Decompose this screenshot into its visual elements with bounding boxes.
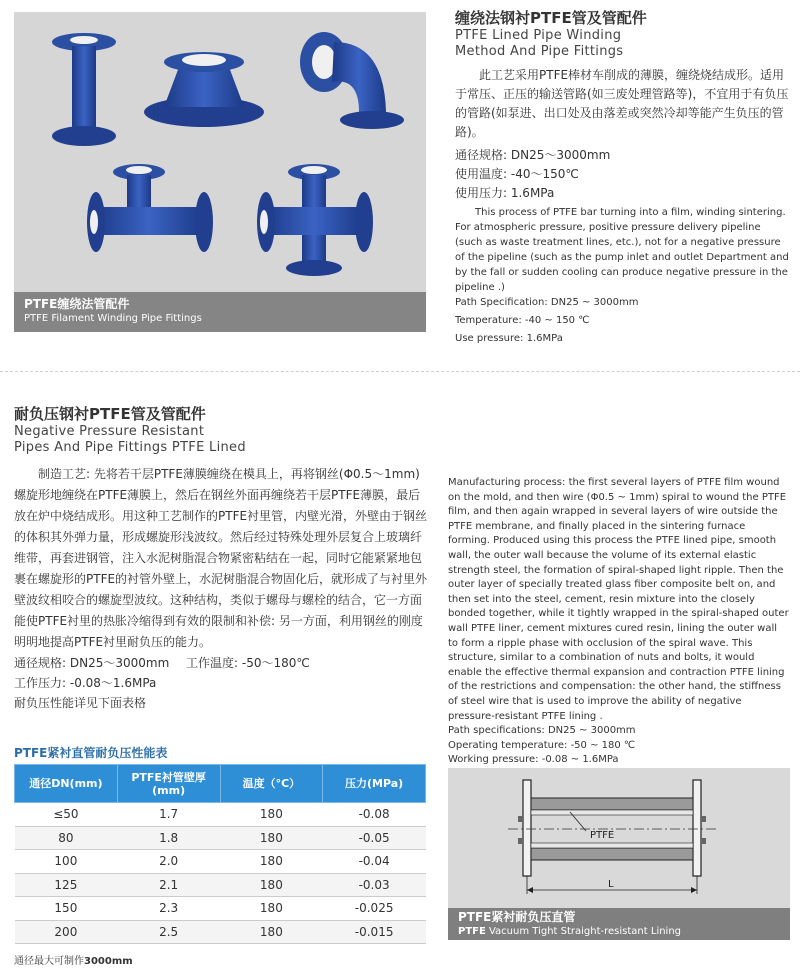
description-cn: 制造工艺: 先将若干层PTFE薄膜缠绕在模具上，再将钢丝(Φ0.5～1mm)螺旋形地缠绕在PTFE薄膜上，然后在钢丝外面再缠绕若干层PTFE薄膜，最后放在炉中烧结成形。用这种工艺制作的PTFE衬里管，内壁光滑，外壁由于钢丝的体积其外弹力量，形成螺旋形浅波纹。然后经过特殊处理外层复合上玻璃纤维带，再套进钢管，注入水泥树脂混合物紧密粘结在一起，同时它能紧紧地包裹在螺旋形的PTFE的衬管外壁上，水泥树脂混合物固化后，就形成了与衬里外壁波纹相咬合的螺旋型波纹。这种结构，类似于螺母与螺栓的结合，它一方面能使PTFE衬里的热胀冷缩得到有效的限制和补偿: 另一方面，利用钢丝的刚度明明地提高PTFE衬里耐负压的能力。 <box>14 467 428 649</box>
cell: 2.3 <box>117 897 220 921</box>
temperature-cn: 使用温度: -40～150℃ <box>455 167 579 181</box>
cell: -0.08 <box>323 803 426 827</box>
diagram-caption <box>448 908 790 940</box>
header-temperature: 温度（°C） <box>220 765 323 803</box>
header-thickness: PTFE衬管壁厚 (mm) <box>117 765 220 803</box>
section-title-en-line2: Pipes And Pipe Fittings PTFE Lined <box>14 440 246 455</box>
spec-cn: 通径规格: DN25～3000mm <box>14 656 170 670</box>
table-note-value: 3000mm <box>84 956 133 967</box>
section-title-cn: 耐负压钢衬PTFE管及管配件 <box>14 405 206 423</box>
spool-pipe-icon <box>52 33 116 146</box>
product-photo-panel <box>14 12 426 332</box>
negative-pressure-english <box>448 476 790 782</box>
cell: -0.015 <box>323 920 426 944</box>
diagram-caption-en-rest: Vacuum Tight Straight-resistant Lining <box>485 926 682 937</box>
table-row <box>15 897 426 921</box>
section-title-en-line1: Negative Pressure Resistant <box>14 424 205 439</box>
section-divider <box>0 371 800 372</box>
photo-caption-en: PTFE Filament Winding Pipe Fittings <box>24 313 202 324</box>
table-note-prefix: 通径最大可制作 <box>14 956 84 967</box>
cell: 180 <box>220 803 323 827</box>
cell: -0.05 <box>323 826 426 850</box>
table-row <box>15 803 426 827</box>
negative-pressure-section <box>14 404 429 713</box>
lined-pipe-diagram <box>448 768 790 908</box>
winding-method-section <box>455 8 790 346</box>
fittings-illustration <box>14 12 426 292</box>
cell: 180 <box>220 873 323 897</box>
description-cn: 此工艺采用PTFE棒材车削成的薄膜，缠绕烧结成形。适用于常压、正压的输送管路(如三废处理管路等)，不宜用于有负压的管路(如泵进、出口处及由落差或突然冷却等能产生负压的管路)。 <box>455 68 789 139</box>
cell: 2.0 <box>117 850 220 874</box>
cell: 200 <box>15 920 118 944</box>
table-note <box>14 952 133 967</box>
cell: 150 <box>15 897 118 921</box>
section-title-en-line1: PTFE Lined Pipe Winding <box>455 28 622 43</box>
cell: -0.03 <box>323 873 426 897</box>
table-row <box>15 873 426 897</box>
table-row <box>15 826 426 850</box>
cell: 100 <box>15 850 118 874</box>
cross-fitting-icon <box>257 164 373 276</box>
cell: 125 <box>15 873 118 897</box>
cell: 180 <box>220 897 323 921</box>
table-header-row <box>15 765 426 803</box>
cell: 180 <box>220 850 323 874</box>
length-label: L <box>608 879 614 890</box>
cell: 2.5 <box>117 920 220 944</box>
cell: 80 <box>15 826 118 850</box>
diagram-caption-en <box>458 925 780 938</box>
cell: 1.8 <box>117 826 220 850</box>
photo-caption <box>14 292 426 332</box>
photo-caption-cn: PTFE缠绕法管配件 <box>24 297 130 311</box>
section-title-cn: 缠绕法钢衬PTFE管及管配件 <box>455 9 647 27</box>
spec-temp-row <box>14 653 429 673</box>
description-en: Manufacturing process: the first several layers of PTFE film wound on the mold, and then wire (Φ0.5 ~ 1mm) spiral to wound the PTFE film, and then again wrapped in several layers of wire outside the PTFE membrane, and finally placed in the sintering furnace forming. Produced using this process the PTFE lined pipe, smooth wall, the outer wall because the volume of its external elastic strength steel, the formation of spiral-shaped light ripple. Then the outer layer of specially treated glass fiber composite belt on, and then set into the steel, cement, resin mixture into the closely bonded together, while it tightly wrapped in the spiral-shaped outer wall PTFE liner, cement mixtures cured resin, lining the outer wall to form a ripple phase with occlusion of the spiral wave. This structure, similar to a combination of nuts and bolts, it would enable the effective thermal expansion and contraction PTFE lining of the restrictions and compensation: the other hand, the stiffness of steel wire that is used to improve the ability of negative pressure-resistant PTFE lining . <box>448 477 789 722</box>
header-pressure: 压力(MPa) <box>323 765 426 803</box>
diagram-caption-en-bold: PTFE <box>458 926 486 937</box>
pressure-en: Working pressure: -0.08 ~ 1.6MPa <box>448 754 619 766</box>
table-row <box>15 920 426 944</box>
spec-en: Path Specification: DN25 ~ 3000mm <box>455 297 639 308</box>
cell: 180 <box>220 826 323 850</box>
cell: 180 <box>220 920 323 944</box>
pressure-cn: 工作压力: -0.08～1.6MPa <box>14 676 157 690</box>
cell: 1.7 <box>117 803 220 827</box>
table-row <box>15 850 426 874</box>
spec-cn: 通径规格: DN25～3000mm <box>455 148 611 162</box>
temperature-en: Operating temperature: -50 ~ 180 ℃ <box>448 739 636 751</box>
description-en: This process of PTFE bar turning into a film, winding sintering. For atmospheric pressure, positive pressure delivery pipeline (such as waste treatment lines, etc.), not for a negative pressure of the pipeline (such as the pump inlet and outlet Department and by the fall or sudden cooling can produce negative pressure in the pipeline .) <box>455 207 789 293</box>
pressure-cn: 使用压力: 1.6MPa <box>455 186 555 200</box>
spec-en: Path specifications: DN25 ~ 3000mm <box>448 725 636 737</box>
cell: ≤50 <box>15 803 118 827</box>
cell: -0.04 <box>323 850 426 874</box>
table-title: PTFE紧衬直管耐负压性能表 <box>14 746 168 760</box>
reducer-fitting-icon <box>144 52 264 127</box>
lined-pipe-diagram-panel <box>448 768 790 940</box>
cell: 2.1 <box>117 873 220 897</box>
temperature-cn: 工作温度: -50～180℃ <box>186 656 310 670</box>
cell: -0.025 <box>323 897 426 921</box>
pressure-table <box>14 764 426 944</box>
tee-fitting-icon <box>87 164 213 252</box>
pressure-en: Use pressure: 1.6MPa <box>455 333 563 344</box>
temperature-en: Temperature: -40 ~ 150 ℃ <box>455 315 590 326</box>
header-dn: 通径DN(mm) <box>15 765 118 803</box>
diagram-caption-cn: PTFE紧衬耐负压直管 <box>458 910 576 924</box>
see-table-cn: 耐负压性能详见下面表格 <box>14 696 147 710</box>
elbow-fitting-icon <box>300 32 404 129</box>
ptfe-label: PTFE <box>590 830 615 841</box>
section-title-en-line2: Method And Pipe Fittings <box>455 44 624 59</box>
